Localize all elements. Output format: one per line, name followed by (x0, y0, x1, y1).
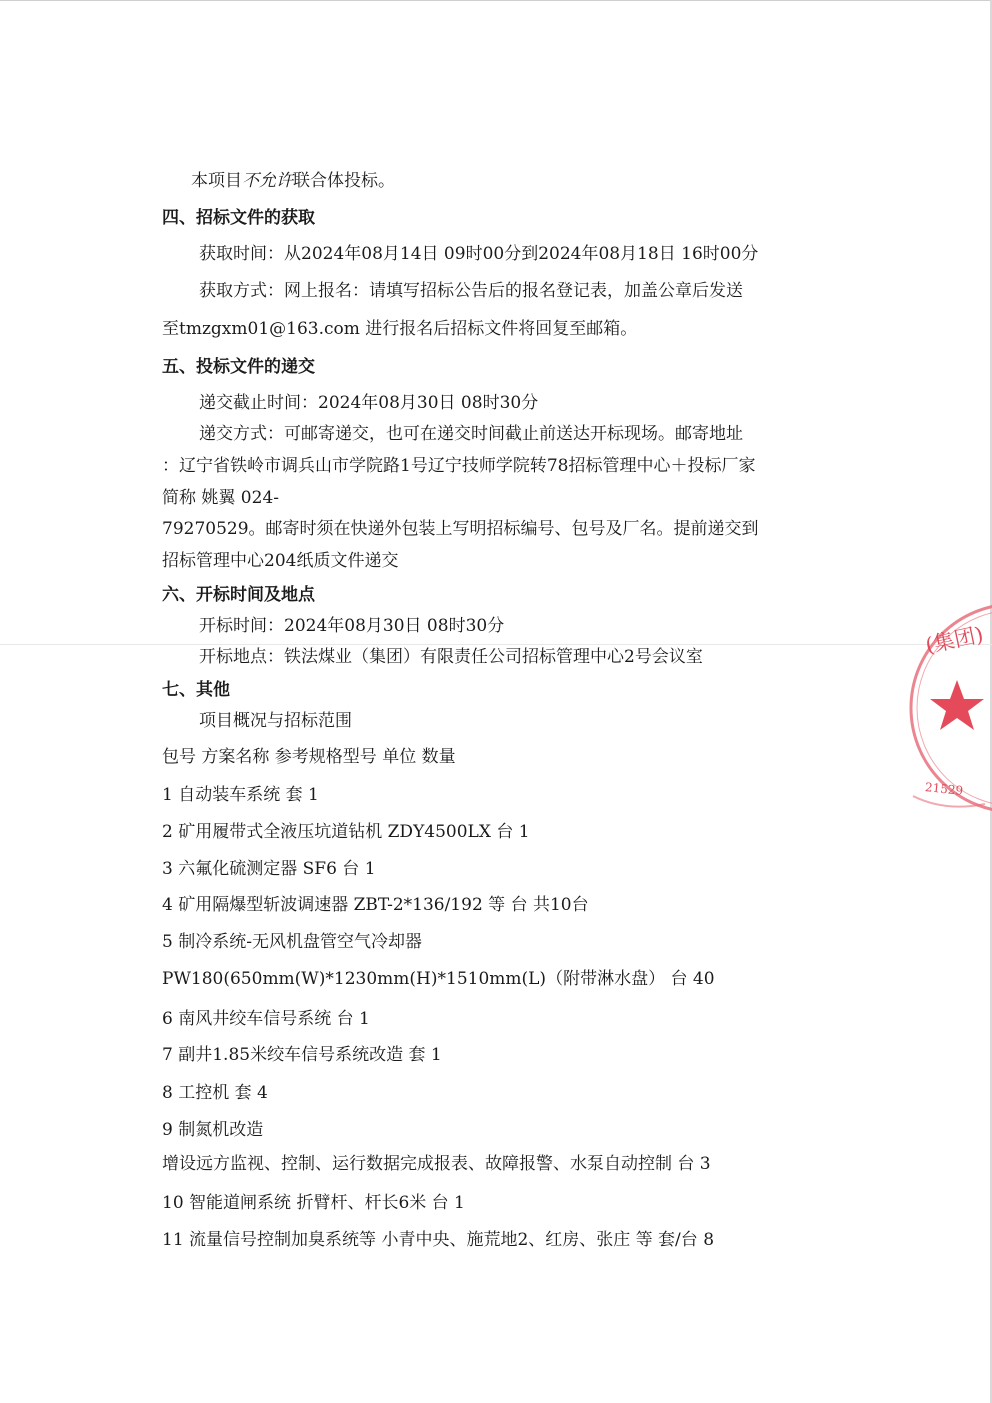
item-row-cont: PW180(650mm(W)*1230mm(H)*1510mm(L)（附带淋水盘） 台 40 (162, 969, 715, 989)
submit-address: ：辽宁省铁岭市调兵山市学院路1号辽宁技师学院转78招标管理中心＋投标厂家 (162, 456, 756, 476)
text-segment: 联合体投标。 (293, 171, 395, 191)
table-header: 包号 方案名称 参考规格型号 单位 数量 (162, 747, 456, 767)
obtain-time: 获取时间：从2024年08月14日 09时00分到2024年08月18日 16时00分 (199, 244, 759, 264)
scan-fold-line (0, 644, 992, 645)
obtain-method-cont: 至tmzgxm01@163.com 进行报名后招标文件将回复至邮箱。 (162, 319, 638, 339)
opening-time: 开标时间：2024年08月30日 08时30分 (199, 616, 505, 636)
item-row: 4 矿用隔爆型斩波调速器 ZBT-2*136/192 等 台 共10台 (162, 895, 589, 915)
seal-text-top: (集团) (923, 622, 986, 658)
obtain-method: 获取方式：网上报名：请填写招标公告后的报名登记表，加盖公章后发送 (199, 281, 743, 301)
page-top-edge (0, 0, 992, 1)
item-row: 7 副井1.85米绞车信号系统改造 套 1 (162, 1045, 442, 1065)
section-heading-6: 六、开标时间及地点 (162, 585, 315, 605)
item-row: 5 制冷系统-无风机盘管空气冷却器 (162, 932, 422, 952)
text-segment: 本项目 (191, 171, 242, 191)
submit-contact: 简称 姚翼 024- (162, 488, 279, 508)
company-seal (905, 598, 992, 823)
item-row: 9 制氮机改造 (162, 1120, 264, 1140)
item-row: 3 六氟化硫测定器 SF6 台 1 (162, 859, 376, 879)
item-row: 1 自动装车系统 套 1 (162, 785, 319, 805)
submit-paper: 招标管理中心204纸质文件递交 (162, 551, 399, 571)
section-heading-4: 四、招标文件的获取 (162, 208, 315, 228)
paragraph-joint-bid (191, 170, 395, 192)
submit-method: 递交方式：可邮寄递交，也可在递交时间截止前送达开标现场。邮寄地址 (199, 424, 743, 444)
project-overview-title: 项目概况与招标范围 (199, 711, 352, 731)
item-row: 8 工控机 套 4 (162, 1083, 268, 1103)
section-heading-5: 五、投标文件的递交 (162, 357, 315, 377)
item-row: 6 南风井绞车信号系统 台 1 (162, 1009, 370, 1029)
seal-text-bottom: 21529 (924, 780, 964, 798)
item-row: 10 智能道闸系统 折臂杆、杆长6米 台 1 (162, 1193, 465, 1213)
section-heading-7: 七、其他 (162, 680, 230, 700)
submit-phone-note: 79270529。邮寄时须在快递外包装上写明招标编号、包号及厂名。提前递交到 (162, 519, 759, 539)
text-emphasis: 不允许 (242, 171, 293, 191)
submit-deadline: 递交截止时间：2024年08月30日 08时30分 (199, 393, 539, 413)
item-row-cont: 增设远方监视、控制、运行数据完成报表、故障报警、水泵自动控制 台 3 (162, 1154, 711, 1174)
opening-location: 开标地点：铁法煤业（集团）有限责任公司招标管理中心2号会议室 (199, 647, 703, 667)
item-row: 11 流量信号控制加臭系统等 小青中央、施荒地2、红房、张庄 等 套/台 8 (162, 1230, 715, 1250)
item-row: 2 矿用履带式全液压坑道钻机 ZDY4500LX 台 1 (162, 822, 530, 842)
